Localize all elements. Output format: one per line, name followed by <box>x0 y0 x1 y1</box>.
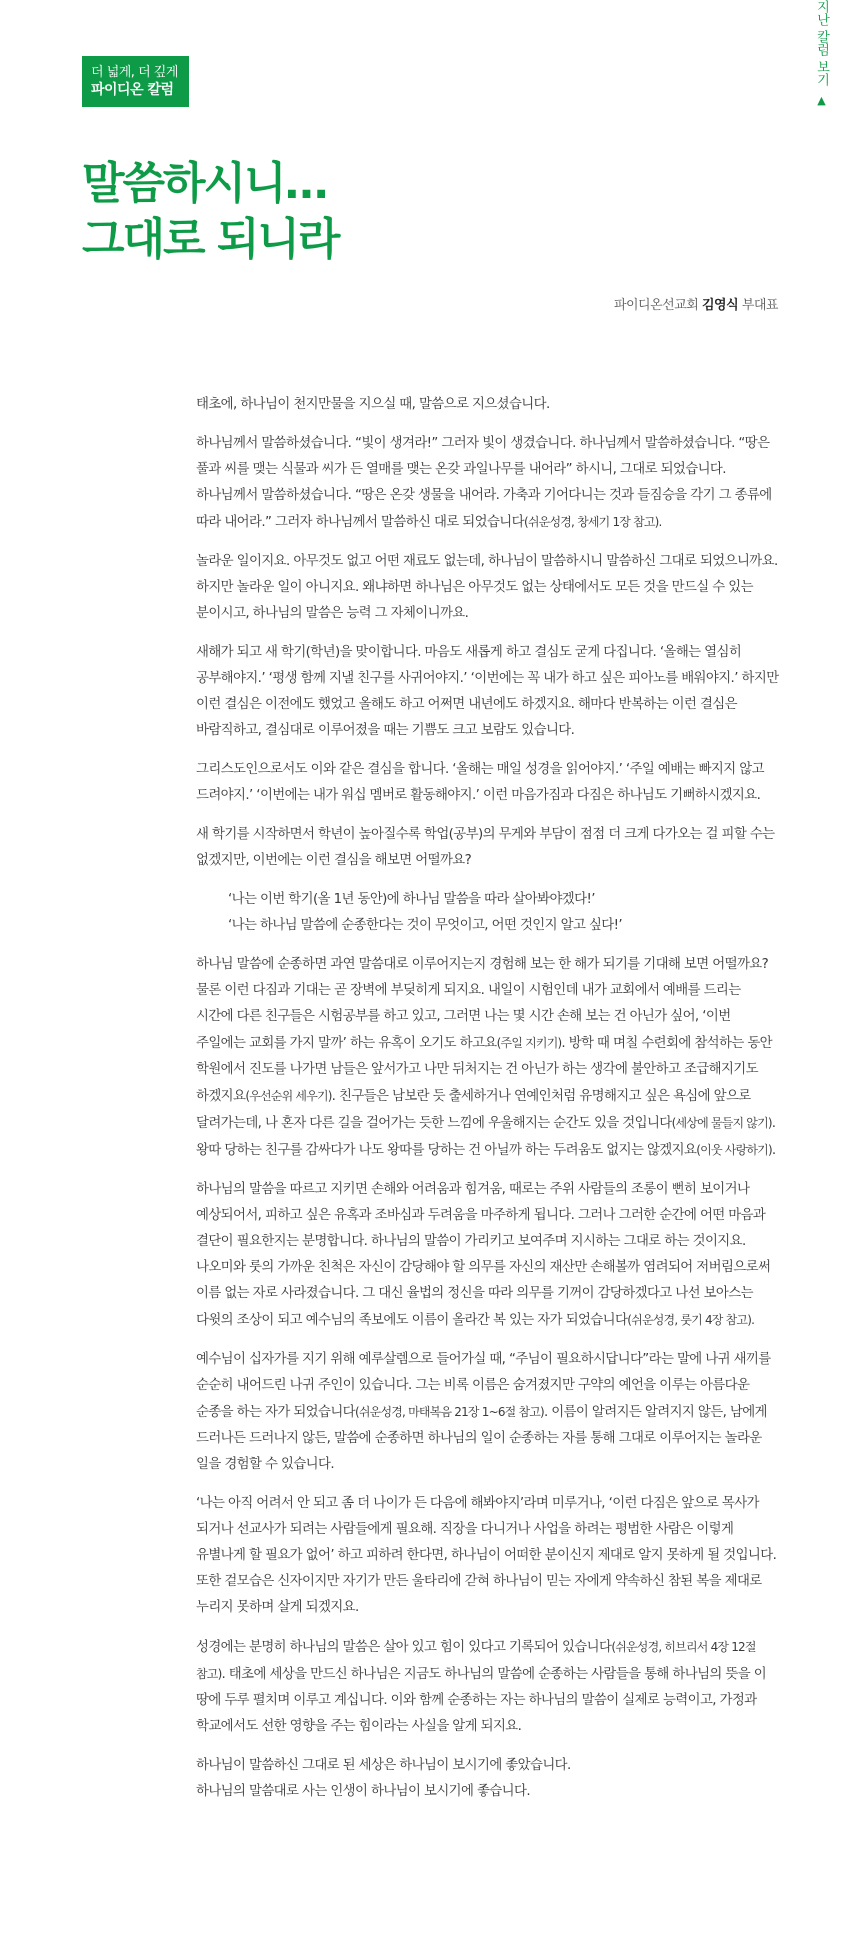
paragraph-11 <box>196 1634 781 1740</box>
paragraph-7-part: . 왕따 당하는 친구를 감싸다가 나도 왕따를 당하는 건 아닐까 하는 두려움도 없지는 않겠지요 <box>196 1116 776 1158</box>
title-line-1: 말씀하시니… <box>82 158 327 209</box>
previous-columns-label: 지난 칼럼 보기 <box>814 0 829 87</box>
paragraph-7-part: . <box>771 1143 776 1158</box>
paragraph-7-part: . 친구들은 남보란 듯 출세하거나 연예인처럼 유명해지고 싶은 욕심에 앞으로 달려가는데, 나 혼자 다른 길을 걸어가는 듯한 느낌에 우울해지는 순간도 있을 것입니다 <box>196 1089 751 1131</box>
badge-column-name: 파이디온 칼럼 <box>91 82 174 98</box>
paragraph-7 <box>196 952 781 1164</box>
paragraph-1: 태초에, 하나님이 천지만물을 지으실 때, 말씀으로 지으셨습니다. <box>196 397 550 412</box>
topic-note: (주일 지키기) <box>496 1036 562 1050</box>
title-line-2: 그대로 되니라 <box>82 214 339 265</box>
paragraph-9-part: . 이름이 알려지든 알려지지 않든, 남에게 드러나든 드러나지 않든, 말씀에 순종하면 하나님의 일이 순종하는 자를 통해 그대로 이루어지는 놀라운 일을 경험할 수 있습니다. <box>196 1405 767 1472</box>
scripture-reference: (쉬운성경, 창세기 1장 참고). <box>523 515 662 529</box>
author-org: 파이디온선교회 <box>613 298 699 313</box>
page-title <box>82 156 682 268</box>
topic-note: (세상에 물들지 않기) <box>671 1116 772 1130</box>
badge-tagline: 더 넓게, 더 깊게 <box>91 65 178 80</box>
resolution-quote-2: ‘나는 하나님 말씀에 순종한다는 것이 무엇이고, 어떤 것인지 알고 싶다!’ <box>228 918 623 933</box>
paragraph-6: 새 학기를 시작하면서 학년이 높아질수록 학업(공부)의 무게와 부담이 점점 더 크게 다가오는 걸 피할 수는 없겠지만, 이번에는 이런 결심을 해보면 어떨까요? <box>196 827 775 868</box>
article-body <box>196 392 781 1818</box>
paragraph-3: 놀라운 일이지요. 아무것도 없고 어떤 재료도 없는데, 하나님이 말씀하시니 말씀하신 그대로 되었으니까요. 하지만 놀라운 일이 아니지요. 왜냐하면 하나님은 아무것도 없는 상태에서도 모든 것을 만드실 수 있는 분이시고, 하나님의 말씀은 능력 그 자체이니까요. <box>196 554 778 621</box>
author-name: 김영식 <box>701 298 739 313</box>
paragraph-11-part: 성경에는 분명히 하나님의 말씀은 살아 있고 힘이 있다고 기록되어 있습니다 <box>196 1640 612 1655</box>
scripture-reference: (쉬운성경, 룻기 4장 참고). <box>627 1313 755 1327</box>
closing-line-2: 하나님의 말씀대로 사는 인생이 하나님이 보시기에 좋습니다. <box>196 1784 530 1799</box>
paragraph-11-part: . 태초에 세상을 만드신 하나님은 지금도 하나님의 말씀에 순종하는 사람들을 통해 하나님의 뜻을 이 땅에 두루 펼치며 이루고 계십니다. 이와 함께 순종하는 자는 하나님의 말씀이 실제로 능력이고, 가정과 학교에서도 선한 영향을 주는 힘이라는 사실을 알게 되지요. <box>196 1667 767 1734</box>
resolution-quote-1: ‘나는 이번 학기(올 1년 동안)에 하나님 말씀을 따라 살아봐야겠다!’ <box>228 892 595 907</box>
triangle-up-icon: ▲ <box>815 94 828 108</box>
paragraph-2-text: 하나님께서 말씀하셨습니다. “빛이 생겨라!” 그러자 빛이 생겼습니다. 하나님께서 말씀하셨습니다. “땅은 풀과 씨를 맺는 식물과 씨가 든 열매를 맺는 온갖 과일나무를 내어라” 하시니, 그대로 되었습니다. 하나님께서 말씀하셨습니다. “땅은 온갖 생물을 내어라. 가축과 기어다니는 것과 들짐승을 각기 그 종류에 따라 내어라.” 그러자 하나님께서 말씀하신 대로 되었습니다 <box>196 436 772 530</box>
paragraph-8-text: 하나님의 말씀을 따르고 지키면 손해와 어려움과 힘겨움, 때로는 주위 사람들의 조롱이 뻔히 보이거나 예상되어서, 피하고 싶은 유혹과 조바심과 두려움을 마주하게 됩니다. 그러나 그러한 순간에 어떤 마음과 결단이 필요한지는 분명합니다. 하나님의 말씀이 가리키고 보여주며 지시하는 그대로 하는 것이지요. 나오미와 룻의 가까운 친척은 자신이 감당해야 할 의무를 자신의 재산만 손해볼까 염려되어 저버림으로써 이름 없는 자로 사라졌습니다. 그 대신 율법의 정신을 따라 의무를 기꺼이 감당하겠다고 나선 보아스는 다윗의 조상이 되고 예수님의 족보에도 이름이 올라간 복 있는 자가 되었습니다 <box>196 1182 771 1328</box>
resolution-quotes <box>196 887 781 939</box>
paragraph-8 <box>196 1177 781 1334</box>
topic-note: (이웃 사랑하기) <box>696 1143 772 1157</box>
scripture-reference: (쉬운성경, 히브리서 4장 12절 참고) <box>196 1640 756 1681</box>
paragraph-5: 그리스도인으로서도 이와 같은 결심을 합니다. ‘올해는 매일 성경을 읽어야지.’ ‘주일 예배는 빠지지 않고 드려야지.’ ‘이번에는 내가 워십 멤버로 활동해야지.’ 이런 마음가짐과 다짐은 하나님도 기뻐하시겠지요. <box>196 762 764 803</box>
topic-note: (우선순위 세우기) <box>245 1089 332 1103</box>
closing-line-1: 하나님이 말씀하신 그대로 된 세상은 하나님이 보시기에 좋았습니다. <box>196 1758 571 1773</box>
author-role: 부대표 <box>741 298 778 313</box>
previous-columns-link[interactable] <box>808 0 834 108</box>
paragraph-9 <box>196 1347 781 1478</box>
paragraph-2 <box>196 431 781 536</box>
paragraph-10: ‘나는 아직 어려서 안 되고 좀 더 나이가 든 다음에 해봐야지’라며 미루거나, ‘이런 다짐은 앞으로 목사가 되거나 선교사가 되려는 사람들에게 필요해. 직장을 다니거나 사업을 하려는 평범한 사람은 이렇게 유별나게 할 필요가 없어’ 하고 피하려 한다면, 하나님이 어떠한 분이신지 제대로 알지 못하게 될 것입니다. 또한 겉모습은 신자이지만 자기가 만든 울타리에 갇혀 하나님이 믿는 자에게 약속하신 참된 복을 제대로 누리지 못하며 살게 되겠지요. <box>196 1496 777 1615</box>
paragraph-4: 새해가 되고 새 학기(학년)을 맞이합니다. 마음도 새롭게 하고 결심도 굳게 다집니다. ‘올해는 열심히 공부해야지.’ ‘평생 함께 지낼 친구를 사귀어야지.’ ‘이번에는 꼭 내가 하고 싶은 피아노를 배워야지.’ 하지만 이런 결심은 이전에도 했었고 올해도 하고 어쩌면 내년에도 하겠지요. 해마다 반복하는 이런 결심은 바람직하고, 결심대로 이루어졌을 때는 기쁨도 크고 보람도 있습니다. <box>196 645 779 738</box>
paragraph-7-part: . 방학 때 며칠 수련회에 참석하는 동안 학원에서 진도를 나가면 남들은 앞서가고 나만 뒤처지는 건 아닌가 하는 생각에 불안하고 조급해지기도 하겠지요 <box>196 1036 773 1104</box>
paragraph-9-part: 예수님이 십자가를 지기 위해 예루살렘으로 들어가실 때, “주님이 필요하시답니다”라는 말에 나귀 새끼를 순순히 내어드린 나귀 주인이 있습니다. 그는 비록 이름은 숨겨졌지만 구약의 예언을 이루는 아름다운 순종을 하는 자가 되었습니다 <box>196 1352 771 1420</box>
column-badge <box>82 56 189 107</box>
closing-statement <box>196 1753 781 1805</box>
scripture-reference: (쉬운성경, 마태복음 21장 1~6절 참고) <box>355 1405 544 1419</box>
author-byline <box>614 294 778 313</box>
paragraph-7-part: 하나님 말씀에 순종하면 과연 말씀대로 이루어지는지 경험해 보는 한 해가 되기를 기대해 보면 어떨까요? 물론 이런 다짐과 기대는 곧 장벽에 부딪히게 되지요. 내일이 시험인데 내가 교회에서 예배를 드리는 시간에 다른 친구들은 시험공부를 하고 있고, 그러면 나는 몇 시간 손해 보는 건 아닌가 싶어, ‘이번 주일에는 교회를 가지 말까’ 하는 유혹이 오기도 하고요 <box>196 957 769 1051</box>
